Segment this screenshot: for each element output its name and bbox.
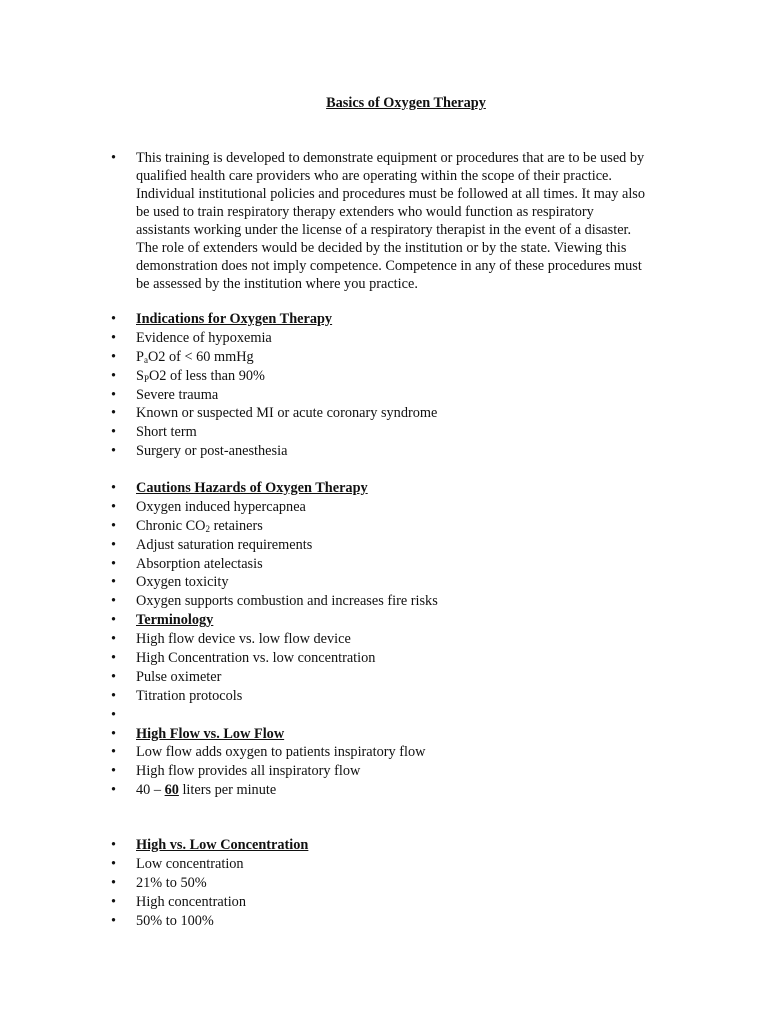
cautions-section <box>0 479 768 800</box>
bullet-icon: • <box>111 443 117 460</box>
list-item <box>0 781 768 800</box>
bullet-icon: • <box>111 405 117 422</box>
list-item <box>0 912 768 931</box>
bullet-icon: • <box>111 874 117 891</box>
pao2-rest: O2 of < 60 mmHg <box>147 348 254 365</box>
bullet-icon: • <box>111 386 117 403</box>
bullet-icon: • <box>111 480 117 496</box>
bullet-icon: • <box>111 837 117 853</box>
section-heading: Terminology <box>136 612 214 629</box>
list-item <box>0 386 768 405</box>
bullet-icon: • <box>111 536 117 553</box>
intro-line: Individual institutional policies and procedures must be followed at all times. It may also <box>136 186 646 202</box>
intro-line: be assessed by the institution where you practice. <box>136 276 418 292</box>
list-item-text: High Concentration vs. low concentration <box>136 650 376 667</box>
pao2-prefix: P <box>136 348 144 365</box>
list-item-text: Low concentration <box>136 855 244 872</box>
bullet-icon: • <box>111 631 117 648</box>
bullet-icon: • <box>111 367 117 384</box>
list-item <box>0 329 768 348</box>
bullet-icon: • <box>111 650 117 667</box>
section-heading: High vs. Low Concentration <box>136 837 309 853</box>
lpm-bold-value: 60 <box>164 782 179 799</box>
section-heading: Cautions Hazards of Oxygen Therapy <box>136 480 368 496</box>
bullet-icon: • <box>111 612 117 629</box>
bullet-icon: • <box>111 150 117 166</box>
list-item <box>0 836 768 855</box>
intro-line: qualified health care providers who are operating within the scope of their practice. <box>136 168 612 184</box>
bullet-icon: • <box>111 593 117 610</box>
list-item-text <box>136 367 265 386</box>
list-item <box>0 573 768 592</box>
list-item <box>0 893 768 912</box>
list-item <box>0 611 768 630</box>
section-heading: Indications for Oxygen Therapy <box>136 311 333 327</box>
bullet-icon: • <box>111 329 117 346</box>
intro-line: demonstration does not imply competence. Competence in any of these procedures must <box>136 258 642 274</box>
bullet-icon: • <box>111 498 117 515</box>
bullet-icon: • <box>111 782 117 799</box>
bullet-icon: • <box>111 555 117 572</box>
document-title: Basics of Oxygen Therapy <box>326 95 486 111</box>
list-item <box>0 668 768 687</box>
list-item-text <box>136 781 276 800</box>
intro-paragraph <box>136 149 681 293</box>
bullet-icon: • <box>111 893 117 910</box>
spo2-rest: O2 of less than 90% <box>148 367 265 384</box>
indications-section <box>0 310 768 461</box>
spo2-prefix: S <box>136 367 144 384</box>
list-item <box>0 348 768 367</box>
bullet-icon: • <box>111 687 117 704</box>
intro-section <box>0 149 768 293</box>
list-item-text: Short term <box>136 424 197 441</box>
list-item-text: Severe trauma <box>136 386 219 403</box>
list-item-text: 21% to 50% <box>136 874 207 891</box>
list-item <box>0 592 768 611</box>
empty-list-item <box>0 706 768 725</box>
list-item-text: Pulse oximeter <box>136 668 222 685</box>
lpm-prefix: 40 – <box>136 782 165 799</box>
list-item <box>0 762 768 781</box>
list-item-text: High concentration <box>136 893 246 910</box>
bullet-icon: • <box>111 744 117 761</box>
intro-line: be used to train respiratory therapy extenders who would function as respiratory <box>136 204 594 220</box>
bullet-icon: • <box>111 574 117 591</box>
intro-bullet-item <box>0 149 768 293</box>
bullet-icon: • <box>111 517 117 534</box>
section-heading: High Flow vs. Low Flow <box>136 725 285 742</box>
list-item-text: High flow device vs. low flow device <box>136 631 351 648</box>
list-item-text: High flow provides all inspiratory flow <box>136 763 361 780</box>
bullet-icon: • <box>111 311 117 327</box>
list-item <box>0 498 768 517</box>
list-item <box>0 687 768 706</box>
intro-line: This training is developed to demonstrate equipment or procedures that are to be used by <box>136 150 645 166</box>
bullet-icon: • <box>111 706 117 723</box>
list-item-text: Adjust saturation requirements <box>136 536 313 553</box>
list-item <box>0 479 768 498</box>
list-item-text: Surgery or post-anesthesia <box>136 443 288 460</box>
list-item <box>0 874 768 893</box>
intro-line: assistants working under the license of a respiratory therapist in the event of a disaster. <box>136 222 632 238</box>
bullet-icon: • <box>111 855 117 872</box>
list-item <box>0 855 768 874</box>
list-item-text: Low flow adds oxygen to patients inspiratory flow <box>136 744 426 761</box>
concentration-section <box>0 836 768 930</box>
bullet-icon: • <box>111 763 117 780</box>
list-item <box>0 725 768 744</box>
list-item-text: 50% to 100% <box>136 912 214 929</box>
bullet-icon: • <box>111 424 117 441</box>
list-item <box>0 367 768 386</box>
list-item <box>0 517 768 536</box>
list-item <box>0 555 768 574</box>
list-item-text: Titration protocols <box>136 687 243 704</box>
list-item-text: Oxygen toxicity <box>136 574 229 591</box>
intro-line: The role of extenders would be decided by the institution or by the state. Viewing this <box>136 240 627 256</box>
bullet-icon: • <box>111 348 117 365</box>
bullet-icon: • <box>111 725 117 742</box>
bullet-icon: • <box>111 912 117 929</box>
list-item <box>0 536 768 555</box>
list-item <box>0 423 768 442</box>
list-item <box>0 649 768 668</box>
co2-rest: retainers <box>210 517 263 534</box>
spo2-subscript: P <box>143 373 149 384</box>
list-item <box>0 743 768 762</box>
list-item-text <box>136 348 254 367</box>
pao2-subscript: a <box>143 354 148 365</box>
list-item <box>0 442 768 461</box>
lpm-suffix: liters per minute <box>178 782 277 799</box>
list-item-text: Known or suspected MI or acute coronary syndrome <box>136 405 438 422</box>
list-item-text: Oxygen supports combustion and increases fire risks <box>136 593 438 610</box>
list-item <box>0 310 768 329</box>
list-item-text: Absorption atelectasis <box>136 555 263 572</box>
list-item-text: Evidence of hypoxemia <box>136 329 272 346</box>
list-item <box>0 404 768 423</box>
list-item-text <box>136 517 263 536</box>
co2-prefix: Chronic CO <box>136 517 206 534</box>
list-item <box>0 630 768 649</box>
list-item-text: Oxygen induced hypercapnea <box>136 498 306 515</box>
bullet-icon: • <box>111 668 117 685</box>
co2-subscript: 2 <box>205 523 210 534</box>
